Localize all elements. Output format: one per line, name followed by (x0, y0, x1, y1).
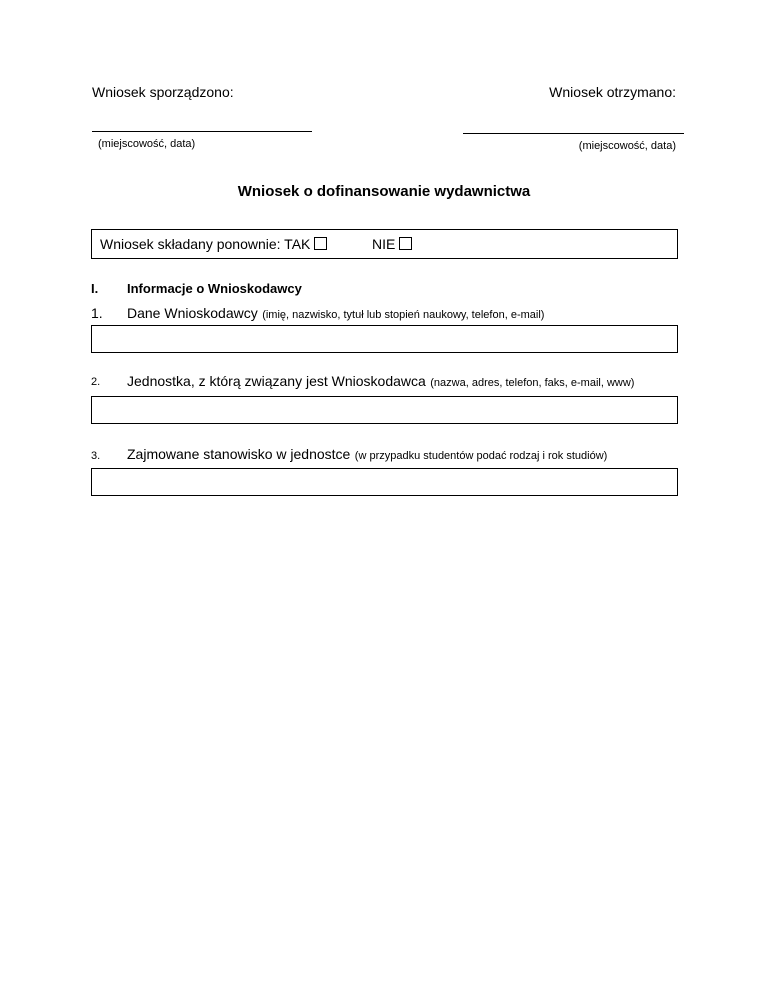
section-number: I. (91, 281, 99, 296)
received-place-date-line[interactable] (463, 133, 684, 134)
no-option (372, 236, 412, 252)
field-1-label: Dane Wnioskodawcy (127, 305, 258, 321)
section-title: Informacje o Wnioskodawcy (127, 281, 302, 296)
field-1-hint: (imię, nazwisko, tytuł lub stopień naukowy, telefon, e-mail) (262, 309, 545, 321)
no-label: NIE (372, 236, 396, 252)
prepared-place-date-line[interactable] (92, 131, 312, 132)
form-title: Wniosek o dofinansowanie wydawnictwa (237, 183, 531, 200)
resubmission-row (100, 236, 327, 252)
received-caption: (miejscowość, data) (578, 140, 676, 152)
yes-checkbox[interactable] (314, 237, 327, 250)
field-3-hint: (w przypadku studentów podać rodzaj i rok studiów) (354, 450, 608, 462)
institution-field[interactable] (91, 396, 678, 424)
resubmission-label: Wniosek składany ponownie: TAK (100, 236, 311, 252)
field-1-heading (127, 305, 544, 323)
applicant-data-field[interactable] (91, 325, 678, 353)
prepared-caption: (miejscowość, data) (98, 138, 196, 150)
position-field[interactable] (91, 468, 678, 496)
field-2-label: Jednostka, z którą związany jest Wnioskodawca (127, 373, 426, 389)
resubmission-box (91, 229, 678, 259)
field-2-number: 2. (91, 376, 101, 388)
field-3-label: Zajmowane stanowisko w jednostce (127, 446, 351, 462)
prepared-label: Wniosek sporządzono: (92, 84, 234, 100)
field-2-hint: (nazwa, adres, telefon, faks, e-mail, www) (430, 377, 635, 389)
field-1-number: 1. (91, 305, 103, 321)
no-checkbox[interactable] (399, 237, 412, 250)
received-label: Wniosek otrzymano: (549, 84, 676, 100)
field-3-number: 3. (91, 450, 101, 462)
field-2-heading (127, 373, 634, 391)
field-3-heading (127, 446, 607, 464)
